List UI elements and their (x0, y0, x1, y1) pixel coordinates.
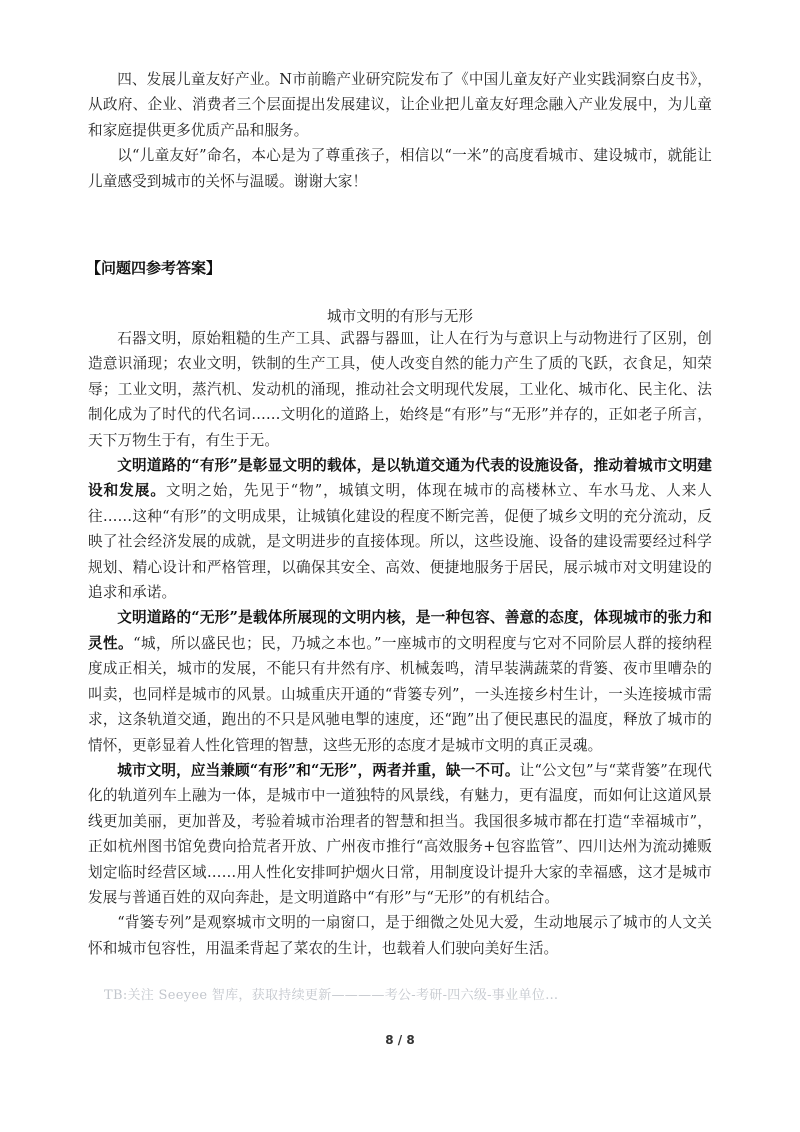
essay-paragraph-2 (88, 453, 712, 605)
essay-body (88, 326, 712, 961)
intro-section (88, 67, 712, 194)
essay-paragraph-4-lead: 城市文明，应当兼顾“有形”和“无形”，两者并重，缺一不可。 (117, 761, 520, 779)
essay-paragraph-2-body: 文明之始，先见于“物”，城镇文明，体现在城市的高楼林立、车水马龙、人来人往……这种“有形”的文明成果，让城镇化建设的程度不断完善，促便了城乡文明的充分流动，反映了社会经济发展的成就，是文明进步的直接体现。所以，这些设施、设备的建设需要经过科学规划、精心设计和严格管理，以确保其安全、高效、便捷地服务于居民，展示城市对文明建设的追求和承诺。 (88, 482, 712, 602)
essay-paragraph-5: “背篓专列”是观察城市文明的一扇窗口，是于细微之处见大爱，生动地展示了城市的人文关怀和城市包容性，用温柔背起了菜农的生计，也载着人们驶向美好生活。 (88, 914, 712, 957)
paragraph-closing: 以“儿童友好”命名，本心是为了尊重孩子，相信以“一米”的高度看城市、建设城市，就能让儿童感受到城市的关怀与温暖。谢谢大家！ (88, 147, 712, 190)
essay-paragraph-1: 石器文明，原始粗糙的生产工具、武器与器皿，让人在行为与意识上与动物进行了区别，创造意识涌现；农业文明，铁制的生产工具，使人改变自然的能力产生了质的飞跃，衣食足，知荣辱；工业文明，蒸汽机、发动机的涌现，推动社会文明现代发展，工业化、城市化、民主化、法制化成为了时代的代名词……文明化的道路上，始终是“有形”与“无形”并存的，正如老子所言，天下万物生于有，有生于无。 (88, 330, 712, 449)
paragraph-industry: 四、发展儿童友好产业。N市前瞻产业研究院发布了《中国儿童友好产业实践洞察白皮书》，从政府、企业、消费者三个层面提出发展建议，让企业把儿童友好理念融入产业发展中，为儿童和家庭提供更多优质产品和服务。 (88, 71, 712, 139)
watermark-note: TB:关注 Seeyee 智库，获取持续更新————考公-考研-四六级-事业单位… (104, 988, 559, 1003)
essay-paragraph-4 (88, 758, 712, 910)
essay-paragraph-3-body: “城，所以盛民也；民，乃城之本也。”一座城市的文明程度与它对不同阶层人群的接纳程度成正相关，城市的发展，不能只有井然有序、机械轰鸣，清早装满蔬菜的背篓、夜市里嘈杂的叫卖，也同样是城市的风景。山城重庆开通的“背篓专列”，一头连接乡村生计，一头连接城市需求，这条轨道交通，跑出的不只是风驰电掣的速度，还“跑”出了便民惠民的温度，释放了城市的情怀，更彰显着人性化管理的智慧，这些无形的态度才是城市文明的真正灵魂。 (88, 634, 712, 754)
essay-paragraph-4-body: 让“公文包”与“菜背篓”在现代化的轨道列车上融为一体，是城市中一道独特的风景线，有魅力，更有温度，而如何让这道风景线更加美丽，更加普及，考验着城市治理者的智慧和担当。我国很多城市都在打造“幸福城市”，正如杭州图书馆免费向拾荒者开放、广州夜市推行“高效服务+包容监管”、四川达州为流动摊贩划定临时经营区域……用人性化安排呵护烟火日常，用制度设计提升大家的幸福感，这才是城市发展与普通百姓的双向奔赴，是文明道路中“有形”与“无形”的有机结合。 (88, 761, 712, 906)
essay-paragraph-2-lead: 文明道路的“有形”是彰显文明的载体，是以轨道交通为代表的设施设备，推动着城市文明建设和发展。 (88, 457, 712, 500)
essay-paragraph-3-lead: 文明道路的“无形”是载体所展现的文明内核，是一种包容、善意的态度，体现城市的张力和灵性。 (88, 609, 712, 652)
essay-title: 城市文明的有形与无形 (327, 308, 473, 325)
page-number: 8 / 8 (385, 1033, 415, 1047)
section-heading: 【问题四参考答案】 (86, 259, 222, 277)
essay-paragraph-3 (88, 605, 712, 757)
